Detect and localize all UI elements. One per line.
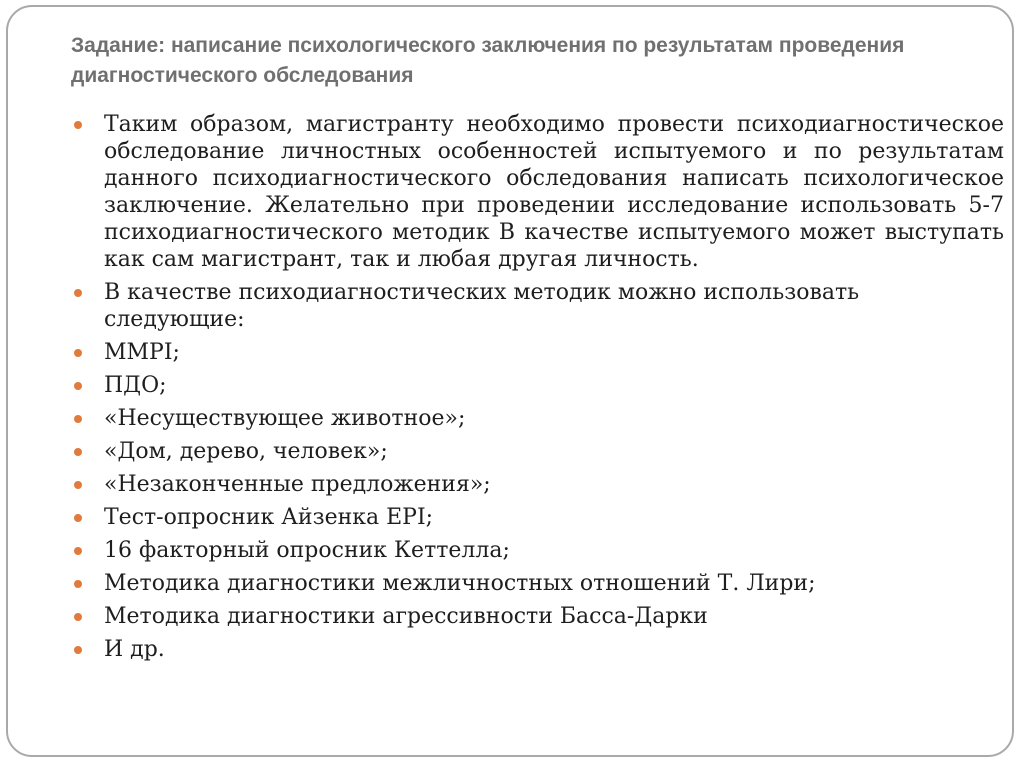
- slide-title: Задание: написание психологического заключения по результатам проведения диагностического обследования: [71, 34, 905, 87]
- bullet-dot-icon: [74, 514, 82, 522]
- bullet-text: ПДО;: [104, 373, 167, 398]
- bullet-text: «Дом, дерево, человек»;: [104, 439, 388, 464]
- list-item: [74, 339, 1004, 366]
- list-item: [74, 405, 1004, 432]
- bullet-text: И др.: [104, 637, 165, 662]
- bullet-text: Тест-опросник Айзенка EPI;: [104, 505, 434, 530]
- list-item: [74, 570, 1004, 597]
- list-item: [74, 279, 1004, 333]
- bullet-dot-icon: [74, 121, 82, 129]
- bullet-dot-icon: [74, 613, 82, 621]
- bullet-dot-icon: [74, 481, 82, 489]
- bullet-text: «Несуществующее животное»;: [104, 406, 466, 431]
- list-item: [74, 438, 1004, 465]
- list-item: [74, 372, 1004, 399]
- bullet-dot-icon: [74, 289, 82, 297]
- bullet-list: [74, 111, 1004, 669]
- bullet-dot-icon: [74, 448, 82, 456]
- bullet-text: В качестве психодиагностических методик можно использовать следующие:: [104, 280, 860, 332]
- bullet-text: 16 факторный опросник Кеттелла;: [104, 538, 510, 563]
- list-item: [74, 111, 1004, 273]
- bullet-dot-icon: [74, 646, 82, 654]
- bullet-text: Таким образом, магистранту необходимо провести психодиагностическое обследование личностных особенностей испытуемого и по результатам данного психодиагностического обследования написать психологическое заключение. Желательно при проведении исследование использовать 5-7 психодиагностического методик В качестве испытуемого может выступать как сам магистрант, так и любая другая личность.: [104, 112, 1004, 272]
- bullet-dot-icon: [74, 580, 82, 588]
- bullet-dot-icon: [74, 415, 82, 423]
- list-item: [74, 537, 1004, 564]
- bullet-text: MMPI;: [104, 340, 180, 365]
- bullet-text: «Незаконченные предложения»;: [104, 472, 491, 497]
- list-item: [74, 471, 1004, 498]
- bullet-dot-icon: [74, 547, 82, 555]
- list-item: [74, 603, 1004, 630]
- bullet-dot-icon: [74, 382, 82, 390]
- bullet-text: Методика диагностики агрессивности Басса-Дарки: [104, 604, 708, 629]
- bullet-text: Методика диагностики межличностных отношений Т. Лири;: [104, 571, 816, 596]
- list-item: [74, 504, 1004, 531]
- bullet-dot-icon: [74, 349, 82, 357]
- list-item: [74, 636, 1004, 663]
- slide-frame: [6, 5, 1014, 757]
